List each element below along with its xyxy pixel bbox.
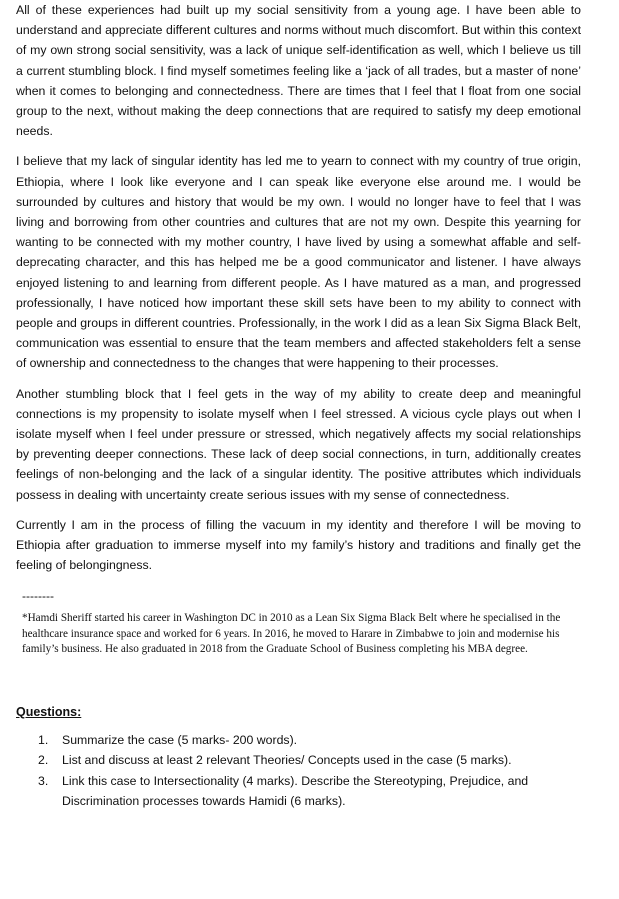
question-item-3 — [38, 771, 581, 812]
questions-heading: Questions: — [16, 704, 82, 719]
footnote-separator: -------- — [22, 589, 54, 604]
question-item-1 — [38, 730, 581, 751]
body-paragraph-2: I believe that my lack of singular identity has led me to yearn to connect with my country of true origin, Ethiopia, where I look like everyone and I can speak like everyone else around me. I would be surrounded by cultures and history that would be my own. I would no longer have to feel that I was living and borrowing from other countries and cultures that are not my own. Despite this yearning for wanting to be connected with my mother country, I have lived by using a somewhat affable and self- deprecating character, and this has helped me be a good communicator and listener. I have always enjoyed listening to and learning from different people. As I have matured as a man, and progressed professionally, I have noticed how important these skill sets have been to my ability to connect with people and groups in different countries. Professionally, in the work I did as a lean Six Sigma Black Belt, communication was essential to ensure that the team members and affected stakeholders felt a sense of ownership and connectedness to the changes that were happening to their processes. — [16, 154, 581, 371]
question-item-2 — [38, 750, 581, 771]
question-text: List and discuss at least 2 relevant Theories/ Concepts used in the case (5 marks). — [62, 753, 512, 768]
body-paragraph-1: All of these experiences had built up my social sensitivity from a young age. I have been able to understand and appreciate different cultures and norms without much discomfort. But within this context of my own strong social sensitivity, was a lack of unique self-identification as well, which I believe us till a current stumbling block. I find myself sometimes feeling like a ‘jack of all trades, but a master of none’ when it comes to belonging and connectedness. There are times that I feel that I float from one social group to the next, without making the deep connections that are required to satisfy my deep emotional needs. — [16, 3, 581, 139]
document-page — [16, 0, 581, 812]
questions-list — [16, 730, 581, 812]
question-text: Summarize the case (5 marks- 200 words). — [62, 732, 298, 747]
question-text: Link this case to Intersectionality (4 marks). Describe the Stereotyping, Prejudice, and Discrimination processes towards Hamidi (6 marks). — [62, 773, 529, 809]
question-number: 2. — [38, 753, 49, 768]
body-paragraph-3: Another stumbling block that I feel gets in the way of my ability to create deep and meaningful connections is my propensity to isolate myself when I feel stressed. A vicious cycle plays out when I isolate myself when I feel under pressure or stressed, which negatively affects my social relationships by preventing deeper connections. These lack of deep social connections, in turn, additionally creates feelings of non-belonging and the lack of a singular identity. The positive attributes which individuals possess in dealing with uncertainty create serious issues with my sense of connectedness. — [16, 386, 581, 502]
question-number: 1. — [38, 732, 49, 747]
author-footnote: *Hamdi Sheriff started his career in Washington DC in 2010 as a Lean Six Sigma Black Belt where he specialised in the healthcare insurance space and worked for 6 years. In 2016, he moved to Harare in Zimbabwe to join and modernise his family’s business. He also graduated in 2018 from the Graduate School of Business completing his MBA degree. — [22, 612, 561, 656]
question-number: 3. — [38, 773, 49, 788]
body-paragraph-4: Currently I am in the process of filling the vacuum in my identity and therefore I will be moving to Ethiopia after graduation to immerse myself into my family’s history and traditions and finally get the feeling of belongingness. — [16, 517, 581, 573]
